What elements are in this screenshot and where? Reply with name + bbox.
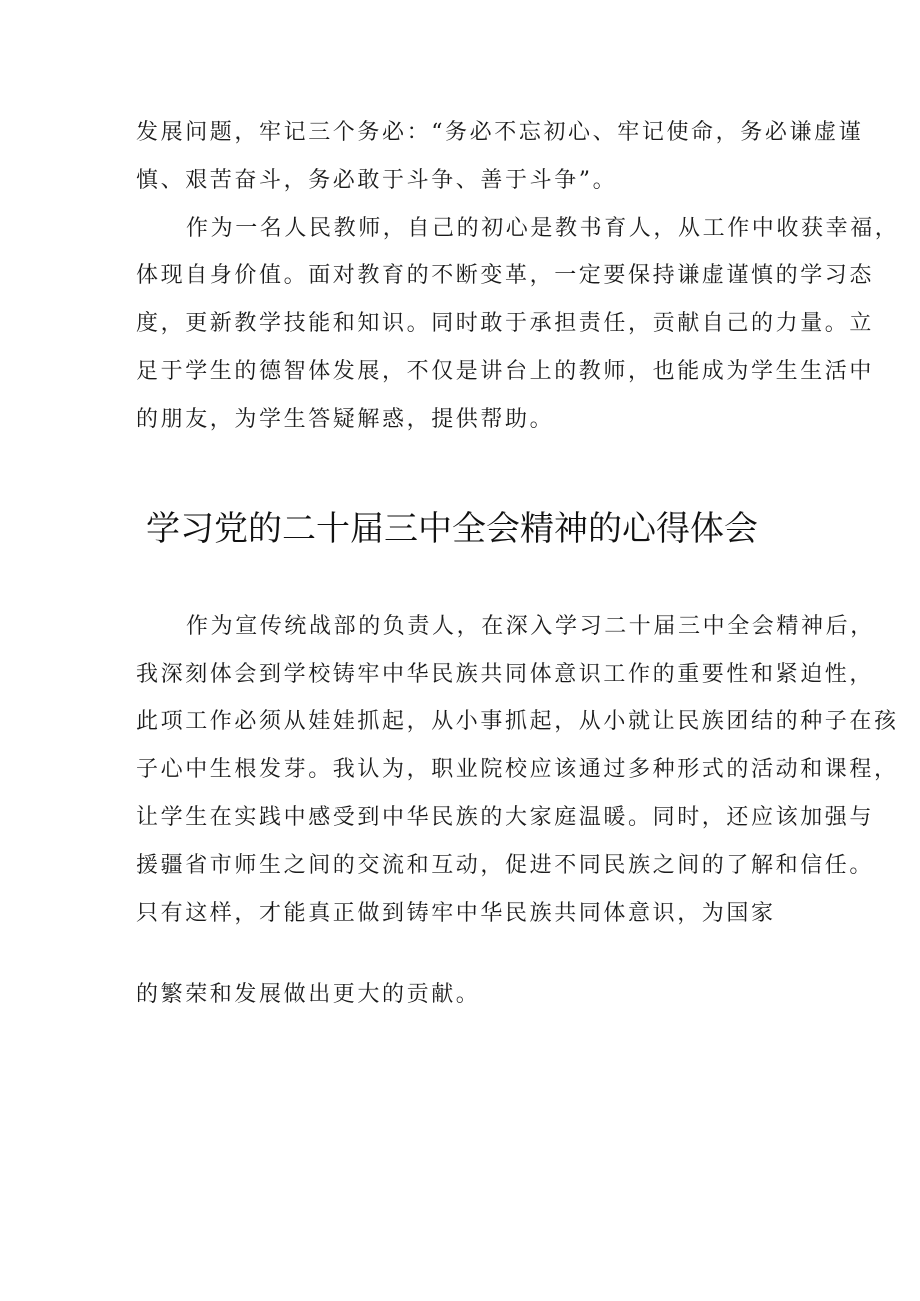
text-line: 作为一名人民教师，自己的初心是教书育人，从工作中收获幸福， bbox=[186, 216, 900, 241]
section-heading: 学习党的二十届三中全会精神的心得体会 bbox=[146, 509, 758, 549]
text-line: 作为宣传统战部的负责人，在深入学习二十届三中全会精神后， bbox=[186, 614, 875, 639]
text-line: 援疆省市师生之间的交流和互动，促进不同民族之间的了解和信任。 bbox=[136, 853, 875, 878]
text-line: 发展问题，牢记三个务必：“务必不忘初心、牢记使命，务必谦虚谨 bbox=[136, 120, 864, 145]
text-line: 此项工作必须从娃娃抓起，从小事抓起，从小就让民族团结的种子在孩 bbox=[136, 709, 899, 734]
text-line: 体现自身价值。面对教育的不断变革，一定要保持谦虚谨慎的学习态 bbox=[136, 263, 875, 288]
text-line: 让学生在实践中感受到中华民族的大家庭温暖。同时，还应该加强与 bbox=[136, 805, 875, 830]
text-line: 只有这样，才能真正做到铸牢中华民族共同体意识，为国家 bbox=[136, 901, 776, 926]
text-line: 足于学生的德智体发展，不仅是讲台上的教师，也能成为学生生活中 bbox=[136, 359, 875, 384]
text-line: 的朋友，为学生答疑解惑，提供帮助。 bbox=[136, 407, 555, 432]
text-line: 我深刻体会到学校铸牢中华民族共同体意识工作的重要性和紧迫性， bbox=[136, 662, 875, 687]
text-line: 子心中生根发芽。我认为，职业院校应该通过多种形式的活动和课程， bbox=[136, 757, 899, 782]
text-line: 的繁荣和发展做出更大的贡献。 bbox=[136, 982, 481, 1007]
text-line: 度，更新教学技能和知识。同时敢于承担责任，贡献自己的力量。立 bbox=[136, 311, 875, 336]
text-line: 慎、艰苦奋斗，务必敢于斗争、善于斗争”。 bbox=[136, 168, 618, 193]
